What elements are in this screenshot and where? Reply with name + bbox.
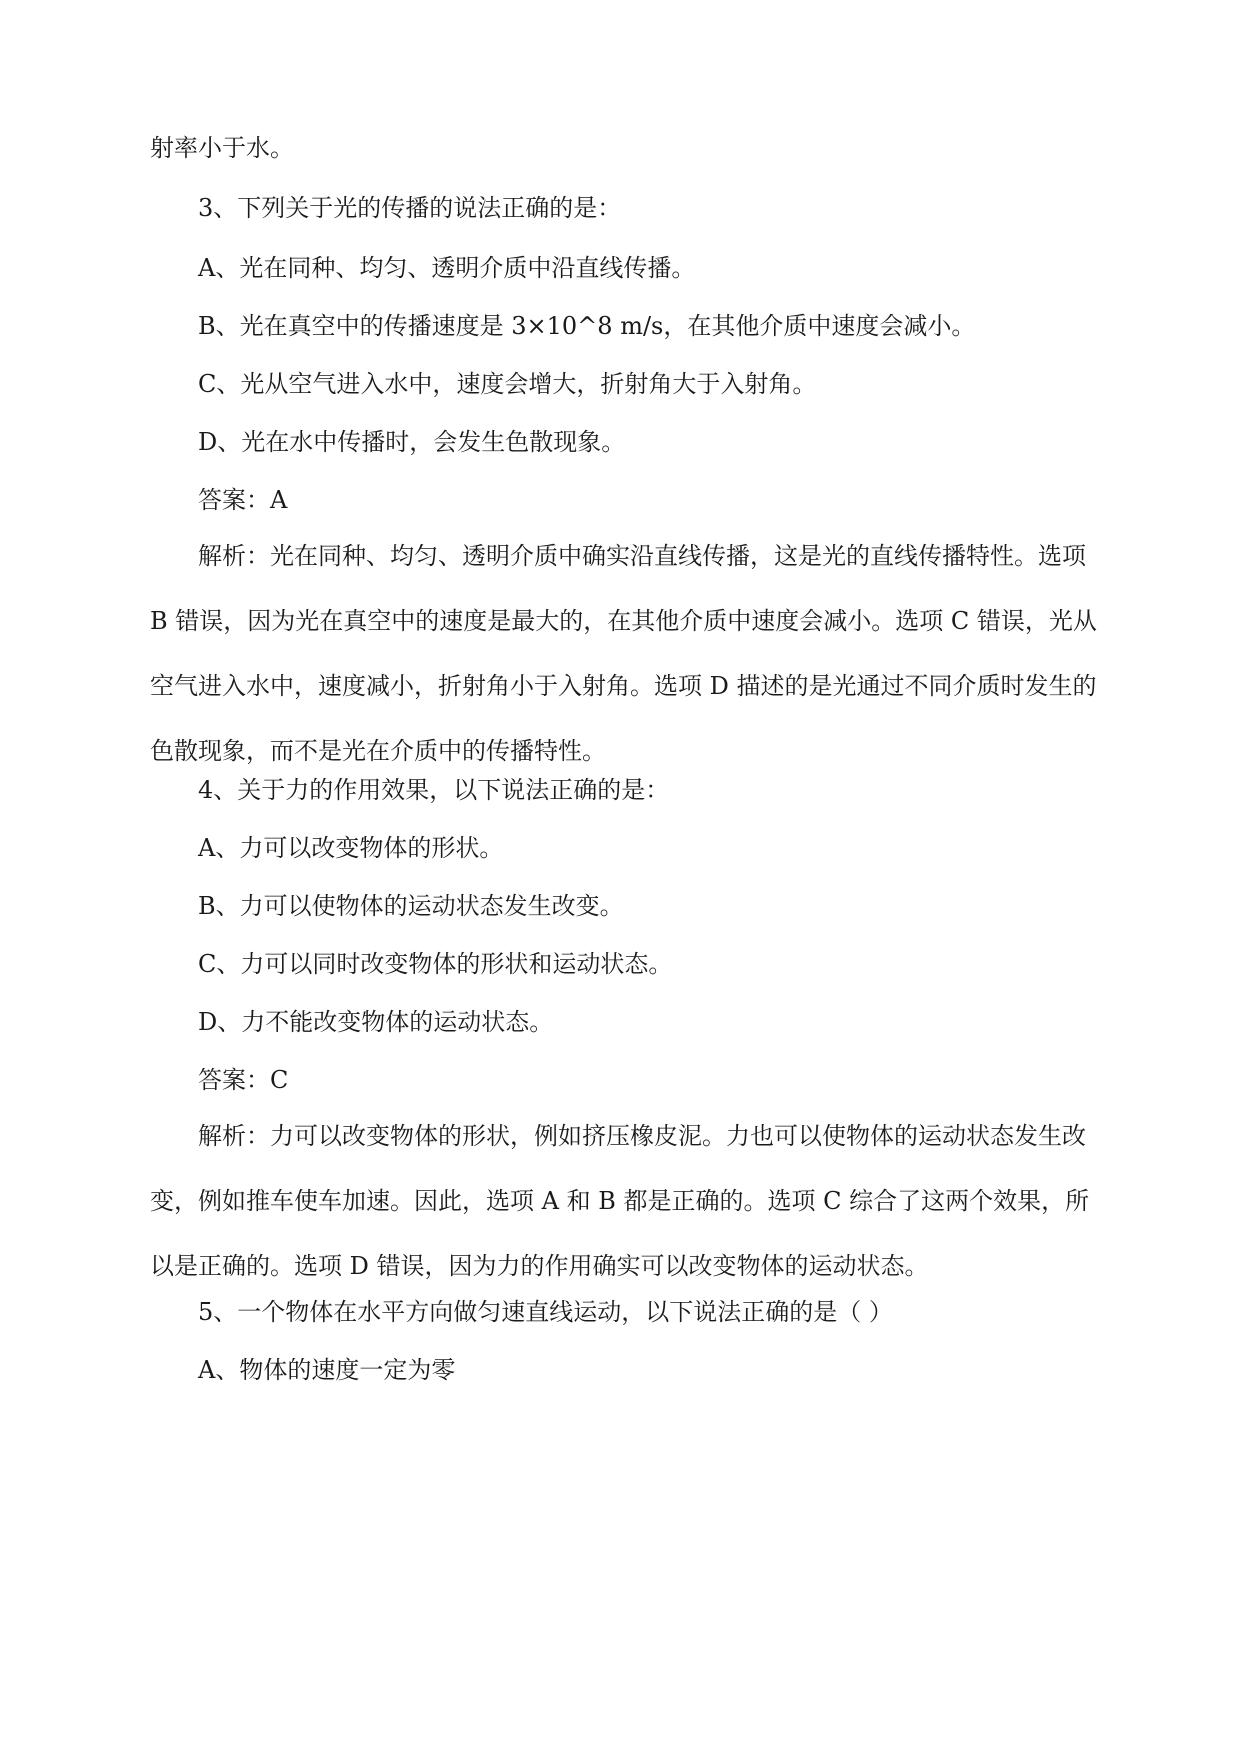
question-3: 3、下列关于光的传播的说法正确的是： bbox=[198, 194, 622, 222]
question-5: 5、一个物体在水平方向做匀速直线运动，以下说法正确的是（ ） bbox=[198, 1298, 893, 1326]
q4-option-a: A、力可以改变物体的形状。 bbox=[198, 834, 504, 862]
q4-option-b: B、力可以使物体的运动状态发生改变。 bbox=[198, 892, 624, 920]
q4-answer: 答案：C bbox=[198, 1066, 289, 1094]
q3-analysis: 解析：光在同种、均匀、透明介质中确实沿直线传播，这是光的直线传播特性。选项 B 错误，因为光在真空中的速度是最大的，在其他介质中速度会减小。选项 C 错误，光从空气进入水中，速度减小，折射角小于入射角。选项 D 描述的是光通过不同介质时发生的色散现象，而不是光在介质中的传播特性。 bbox=[150, 542, 1097, 765]
q4-option-d: D、力不能改变物体的运动状态。 bbox=[198, 1008, 554, 1036]
q3-option-d: D、光在水中传播时，会发生色散现象。 bbox=[198, 428, 626, 456]
question-4: 4、关于力的作用效果，以下说法正确的是： bbox=[198, 776, 670, 804]
q3-option-c: C、光从空气进入水中，速度会增大，折射角大于入射角。 bbox=[198, 370, 817, 398]
continued-text: 射率小于水。 bbox=[150, 134, 294, 162]
q3-answer: 答案：A bbox=[198, 486, 288, 514]
q3-option-b: B、光在真空中的传播速度是 3×10^8 m/s，在其他介质中速度会减小。 bbox=[198, 312, 976, 340]
q5-option-a: A、物体的速度一定为零 bbox=[198, 1356, 456, 1384]
q4-analysis: 解析：力可以改变物体的形状，例如挤压橡皮泥。力也可以使物体的运动状态发生改变，例如推车使车加速。因此，选项 A 和 B 都是正确的。选项 C 综合了这两个效果，所以是正确的。选项 D 错误，因为力的作用确实可以改变物体的运动状态。 bbox=[150, 1122, 1090, 1280]
q4-option-c: C、力可以同时改变物体的形状和运动状态。 bbox=[198, 950, 673, 978]
q3-option-a: A、光在同种、均匀、透明介质中沿直线传播。 bbox=[198, 254, 696, 282]
